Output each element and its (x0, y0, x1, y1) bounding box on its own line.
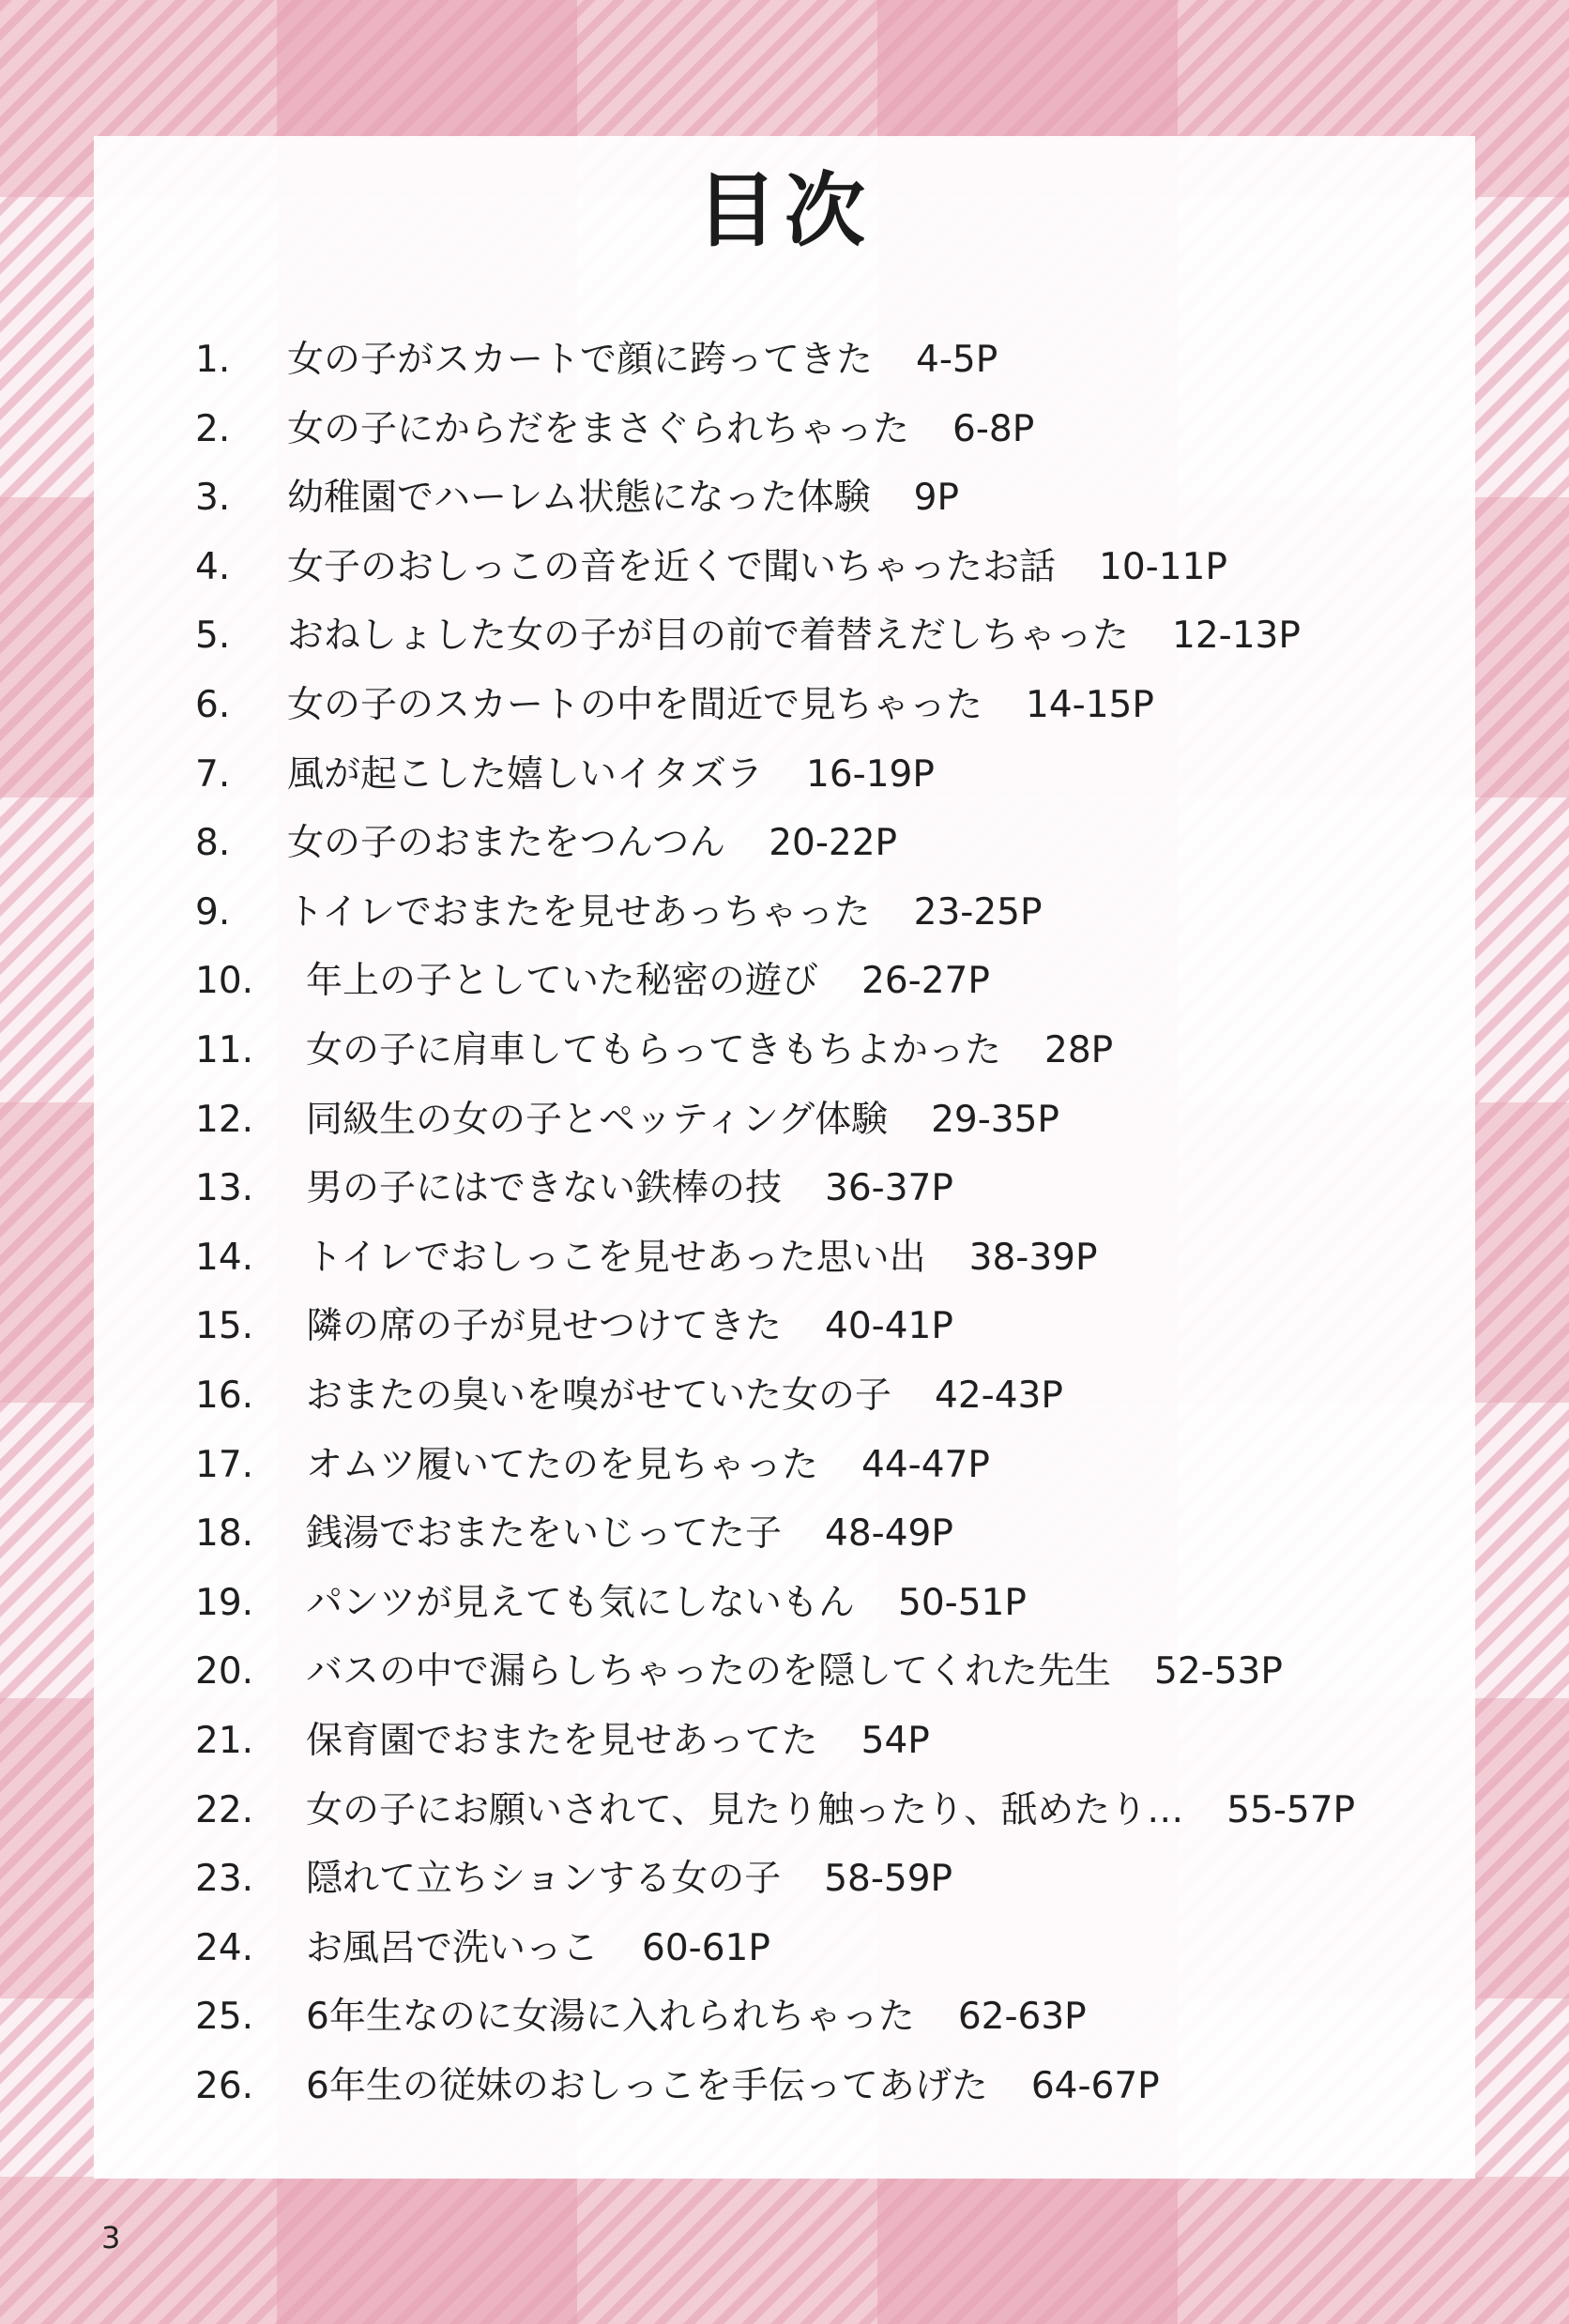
toc-entry (0, 1431, 1569, 1500)
toc-entry-pages: 28P (1044, 1029, 1114, 1071)
toc-entry-pages: 16-19P (806, 752, 935, 796)
toc-entry-label (306, 1845, 952, 1914)
toc-entry-label (306, 947, 990, 1016)
toc-entry-number: 23. (195, 1858, 254, 1901)
toc-entry-title: 6年生の従妹のおしっこを手伝ってあげた (306, 2065, 988, 2107)
toc-entry-number: 11. (195, 1029, 254, 1071)
toc-entry-number: 19. (195, 1581, 254, 1624)
toc-entry-label (287, 463, 959, 533)
toc-entry-pages: 26-27P (861, 960, 990, 1003)
toc-entry-title: バスの中で漏らしちゃったのを隠してくれた先生 (306, 1650, 1112, 1694)
toc-entry-number: 16. (195, 1375, 254, 1417)
toc-entry-number: 25. (195, 1996, 254, 2039)
toc-entry (0, 740, 1569, 810)
toc-entry-pages: 14-15P (1026, 684, 1154, 726)
toc-entry-title: おまたの臭いを嗅がせていた女の子 (306, 1375, 892, 1417)
toc-entry-title: 隠れて立ちションする女の子 (306, 1858, 782, 1901)
toc-entry-pages: 38-39P (968, 1236, 1098, 1279)
toc-entry (0, 1637, 1569, 1707)
toc-entry (0, 1361, 1569, 1431)
toc-entry-title: 男の子にはできない鉄棒の技 (306, 1167, 783, 1210)
toc-entry-pages: 12-13P (1172, 615, 1301, 658)
toc-entry (0, 463, 1569, 533)
toc-entry-number: 4. (195, 545, 231, 588)
toc-entry-label (306, 1016, 1113, 1086)
toc-entry (0, 601, 1569, 671)
toc-entry-label (287, 671, 1154, 740)
toc-entry (0, 1223, 1569, 1293)
toc-entry-title: 女の子がスカートで顔に跨ってきた (287, 339, 874, 381)
toc-entry-title: トイレでおまたを見せあっちゃった (287, 890, 871, 934)
toc-entry (0, 1569, 1569, 1638)
toc-entry-title: オムツ履いてたのを見ちゃった (306, 1443, 819, 1486)
toc-entry-label (306, 1569, 1027, 1638)
toc-entry-number: 12. (195, 1098, 254, 1141)
toc-entry-number: 10. (195, 960, 254, 1003)
toc-entry-label (306, 1982, 1087, 2052)
toc-entry (0, 1499, 1569, 1569)
toc-entry (0, 1914, 1569, 1983)
toc-entry-number: 5. (195, 615, 231, 658)
toc-entry-title: 幼稚園でハーレム状態になった体験 (287, 477, 871, 520)
toc-entry-label (287, 533, 1227, 602)
toc-entry (0, 395, 1569, 464)
toc-entry-label (306, 1431, 990, 1500)
toc-entry-label (306, 1637, 1283, 1707)
toc-entry-title: 銭湯でおまたをいじってた子 (306, 1512, 783, 1556)
toc-entry-label (306, 1707, 930, 1776)
toc-entry-label (287, 601, 1301, 671)
toc-entry-number: 17. (195, 1443, 254, 1486)
toc-entry-number: 18. (195, 1512, 254, 1556)
toc-entry-label (287, 878, 1043, 948)
toc-entry-title: おねしょした女の子が目の前で着替えだしちゃった (287, 615, 1130, 658)
toc-entry-number: 8. (195, 822, 231, 865)
toc-entry-title: パンツが見えても気にしないもん (306, 1581, 856, 1624)
toc-entry-pages: 23-25P (913, 890, 1043, 934)
toc-entry-pages: 42-43P (935, 1375, 1063, 1417)
toc-entry-pages: 64-67P (1030, 2065, 1160, 2107)
toc-entry-pages: 20-22P (769, 822, 898, 865)
toc-entry-number: 24. (195, 1926, 254, 1969)
toc-entry (0, 1776, 1569, 1846)
toc-entry-pages: 58-59P (824, 1858, 953, 1901)
toc-entry-title: 保育園でおまたを見せあってた (306, 1720, 818, 1762)
toc-entry-number: 20. (195, 1650, 254, 1694)
toc-entry-number: 22. (195, 1788, 254, 1831)
toc-entry (0, 2052, 1569, 2121)
toc-entry-pages: 36-37P (825, 1167, 953, 1210)
toc-entry-pages: 62-63P (957, 1996, 1087, 2039)
toc-entry-label (306, 1914, 770, 1983)
toc-entry-number: 21. (195, 1720, 254, 1762)
toc-entry-number: 6. (195, 684, 231, 726)
toc-entry (0, 1154, 1569, 1223)
toc-entry-title: 女子のおしっこの音を近くで聞いちゃったお話 (287, 545, 1057, 588)
toc-entry-title: 女の子にお願いされて、見たり触ったり、舐めたり… (306, 1788, 1184, 1831)
toc-entry (0, 1707, 1569, 1776)
toc-entry-label (306, 1776, 1355, 1846)
toc-entry-number: 7. (195, 752, 231, 796)
toc-entry-label (306, 1361, 1063, 1431)
toc-entry (0, 1982, 1569, 2052)
toc-entry-pages: 50-51P (898, 1581, 1027, 1624)
toc-entry-pages: 40-41P (825, 1305, 953, 1348)
toc-entry-pages: 10-11P (1099, 545, 1227, 588)
toc-entry-label (287, 809, 897, 878)
toc-entry-label (287, 740, 935, 810)
toc-entry (0, 947, 1569, 1016)
toc-entry-number: 26. (195, 2065, 254, 2107)
toc-entry (0, 326, 1569, 395)
toc-entry-pages: 48-49P (825, 1512, 953, 1556)
toc-entry (0, 1292, 1569, 1361)
toc-entry-title: 女の子のスカートの中を間近で見ちゃった (287, 684, 983, 726)
toc-entry-title: 女の子にからだをまさぐられちゃった (287, 407, 910, 450)
toc-entry-pages: 54P (861, 1720, 930, 1762)
toc-entry (0, 809, 1569, 878)
toc-entry-title: お風呂で洗いっこ (306, 1926, 600, 1969)
page-number: 3 (101, 2220, 121, 2256)
toc-entry-number: 2. (195, 407, 231, 450)
toc-entry-number: 3. (195, 477, 231, 520)
toc-entry-number: 13. (195, 1167, 254, 1210)
toc-entry-number: 9. (195, 890, 231, 934)
toc-entry-title: 女の子のおまたをつんつん (287, 822, 726, 865)
toc-entry-pages: 52-53P (1154, 1650, 1283, 1694)
toc-entry-pages: 60-61P (642, 1926, 770, 1969)
toc-entry (0, 1086, 1569, 1155)
toc-entry-label (306, 1154, 953, 1223)
toc-entry-number: 1. (195, 339, 231, 381)
toc-entry-pages: 6-8P (952, 407, 1035, 450)
toc-entry-label (306, 1292, 953, 1361)
toc-entry-pages: 55-57P (1226, 1788, 1356, 1831)
toc-entry-title: 女の子に肩車してもらってきもちよかった (306, 1029, 1002, 1071)
toc-entry-label (306, 1499, 953, 1569)
toc-entry-pages: 29-35P (931, 1098, 1059, 1141)
toc-entry-pages: 44-47P (861, 1443, 990, 1486)
toc-entry-pages: 4-5P (916, 339, 998, 381)
toc-entry-title: 同級生の女の子とペッティング体験 (306, 1098, 889, 1141)
toc-entry-number: 15. (195, 1305, 254, 1348)
toc-entry-title: 隣の席の子が見せつけてきた (306, 1305, 783, 1348)
toc-entry-label (306, 1223, 1098, 1293)
toc-entry-title: 年上の子としていた秘密の遊び (306, 960, 819, 1003)
toc-entry-title: 風が起こした嬉しいイタズラ (287, 752, 764, 796)
toc-entry-number: 14. (195, 1236, 254, 1279)
toc-entry (0, 1016, 1569, 1086)
toc-entry-label (306, 1086, 1059, 1155)
toc-entry-label (287, 326, 998, 395)
toc-entry (0, 671, 1569, 740)
toc-entry-label (306, 2052, 1160, 2121)
toc-entry (0, 1845, 1569, 1914)
toc-entry (0, 878, 1569, 948)
toc-entry-title: トイレでおしっこを見せあった思い出 (306, 1236, 926, 1279)
toc-entry-pages: 9P (913, 477, 960, 520)
toc-entry-label (287, 395, 1034, 464)
toc-entry (0, 533, 1569, 602)
page-title: 目次 (696, 164, 873, 258)
toc-entry-title: 6年生なのに女湯に入れられちゃった (306, 1996, 915, 2039)
